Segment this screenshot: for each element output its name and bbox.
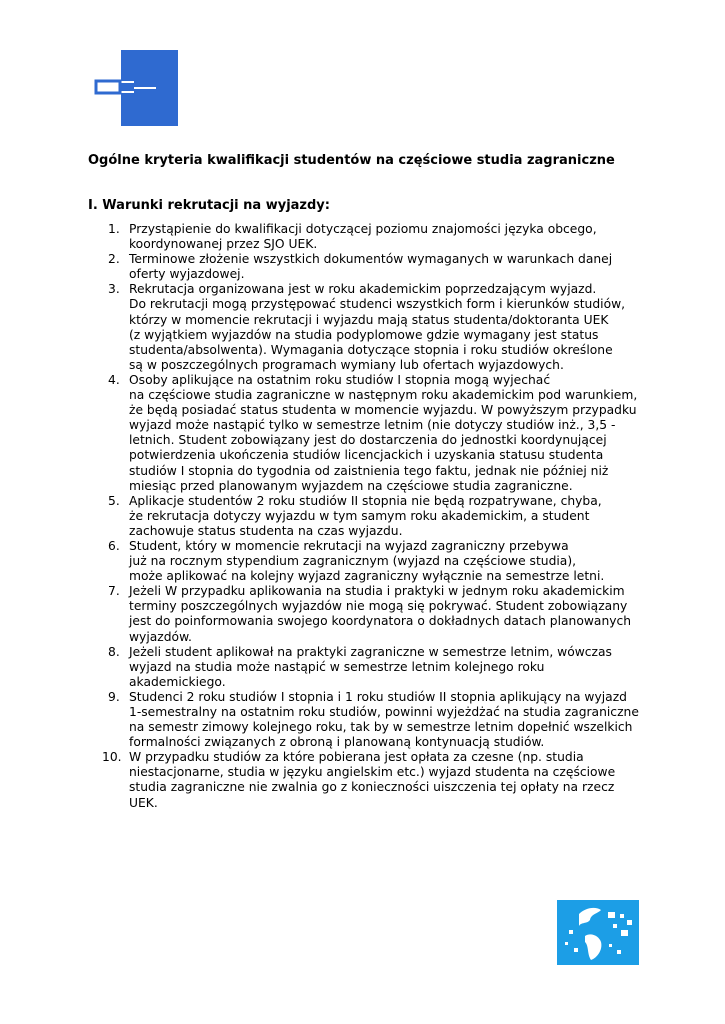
criteria-item-text-line: wyjazd może nastąpić tylko w semestrze letnim (nie dotyczy studiów inż., 3,5 - [129,418,616,433]
criteria-item-text-line: Jeżeli student aplikował na praktyki zagraniczne w semestrze letnim, wówczas [129,644,612,659]
criteria-item-text-line: jest do poinformowania swojego koordynatora o dokładnych datach planowanych [129,614,632,629]
criteria-item-number: 3. [108,282,120,297]
criteria-item-9 [88,690,648,750]
criteria-item-text-line: miesiąc przed planowanym wyjazdem na częściowe studia zagraniczne. [129,478,573,493]
criteria-item-text-line: że będą posiadać status studenta w momencie wyjazdu. W powyższym przypadku [129,403,637,418]
criteria-item-number: 10. [102,750,122,765]
criteria-item-number: 8. [108,644,120,659]
criteria-item-number: 6. [108,538,120,553]
criteria-item-number: 1. [108,222,120,236]
criteria-item-7 [88,584,648,644]
criteria-item-text-line: Osoby aplikujące na ostatnim roku studiów I stopnia mogą wyjechać [129,372,551,387]
criteria-item-text-line: że rekrutacja dotyczy wyjazdu w tym samym roku akademickim, a student [129,508,590,523]
criteria-item-text-line: Przystąpienie do kwalifikacji dotyczącej poziomu znajomości języka obcego, [129,222,597,236]
criteria-item-text-line: na częściowe studia zagraniczne w następnym roku akademickim pod warunkiem, [129,388,638,403]
criteria-item-5 [88,494,648,539]
globe-exchange-logo-icon [557,900,639,965]
criteria-item-text-line: Studenci 2 roku studiów I stopnia i 1 roku studiów II stopnia aplikujący na wyjazd [129,689,627,704]
criteria-item-text-line: wyjazd na studia może nastąpić w semestrze letnim kolejnego roku [129,659,545,674]
criteria-item-text-line: terminy poszczególnych wyjazdów nie mogą się pokrywać. Student zobowiązany [129,599,628,614]
criteria-item-text-line: wyjazdów. [129,629,192,644]
university-logo-icon [94,50,178,126]
criteria-item-text-line: niestacjonarne, studia w języku angielskim etc.) wyjazd studenta na częściowe [129,765,616,780]
criteria-item-text-line: Aplikacje studentów 2 roku studiów II stopnia nie będą rozpatrywane, chyba, [129,493,602,508]
criteria-item-text-line: oferty wyjazdowej. [129,267,245,282]
criteria-item-text-line: studiów I stopnia do tygodnia od zaistnienia tego faktu, jednak nie później niż [129,463,609,478]
criteria-item-text-line: 1-semestralny na ostatnim roku studiów, powinni wyjeżdżać na studia zagraniczne [129,705,639,719]
criteria-item-text-line: Terminowe złożenie wszystkich dokumentów wymaganych w warunkach danej [129,252,613,267]
criteria-item-8 [88,645,648,690]
criteria-item-2 [88,252,648,282]
criteria-item-text-line: Jeżeli W przypadku aplikowania na studia i praktyki w jednym roku akademickim [129,584,625,599]
criteria-item-text-line: może aplikować na kolejny wyjazd zagraniczny wyłącznie na semestrze letni. [129,569,605,584]
criteria-item-text-line: potwierdzenia ukończenia studiów licencjackich i uzyskania statusu studenta [129,448,604,463]
criteria-item-text-line: Student, który w momencie rekrutacji na wyjazd zagraniczny przebywa [129,538,569,553]
criteria-item-6 [88,539,648,584]
criteria-item-text-line: na semestr zimowy kolejnego roku, tak by w semestrze letnim dopełnić wszelkich [129,720,633,735]
criteria-item-text-line: studenta/absolwenta). Wymagania dotyczące stopnia i roku studiów określone [129,342,613,357]
criteria-item-number: 4. [108,372,120,387]
criteria-item-text-line: już na rocznym stypendium zagranicznym (wyjazd na częściowe studia), [129,554,577,569]
criteria-item-text-line: koordynowanej przez SJO UEK. [129,237,318,252]
criteria-item-text-line: akademickiego. [129,674,226,689]
section-heading: I. Warunki rekrutacji na wyjazdy: [88,198,330,213]
criteria-item-number: 7. [108,584,120,599]
criteria-item-text-line: Do rekrutacji mogą przystępować studenci wszystkich form i kierunków studiów, [129,297,626,312]
criteria-item-text-line: są w poszczególnych programach wymiany lub ofertach wyjazdowych. [129,357,564,372]
criteria-item-text-line: UEK. [129,795,158,810]
criteria-item-text-line: którzy w momencie rekrutacji i wyjazdu mają status studenta/doktoranta UEK [129,312,609,327]
criteria-item-text-line: studia zagraniczne nie zwalnia go z konieczności uiszczenia tej opłaty na rzecz [129,780,615,795]
criteria-item-text-line: (z wyjątkiem wyjazdów na studia podyplomowe gdzie wymagany jest status [129,327,599,342]
criteria-item-number: 9. [108,689,120,704]
criteria-item-number: 2. [108,252,120,267]
criteria-item-text-line: Rekrutacja organizowana jest w roku akademickim poprzedzającym wyjazd. [129,282,597,297]
criteria-item-10 [88,750,648,810]
criteria-item-4 [88,373,648,494]
criteria-list [88,222,648,811]
criteria-item-1 [88,222,648,252]
document-title: Ogólne kryteria kwalifikacji studentów na częściowe studia zagraniczne [88,153,615,168]
criteria-item-text-line: letnich. Student zobowiązany jest do dostarczenia do jednostki koordynującej [129,433,607,448]
criteria-item-text-line: zachowuje status studenta na czas wyjazdu. [129,523,403,538]
criteria-item-text-line: W przypadku studiów za które pobierana jest opłata za czesne (np. studia [129,750,584,765]
criteria-item-3 [88,282,648,373]
criteria-item-text-line: formalności związanych z obroną i planowaną kontynuacją studiów. [129,735,545,750]
criteria-item-number: 5. [108,493,120,508]
